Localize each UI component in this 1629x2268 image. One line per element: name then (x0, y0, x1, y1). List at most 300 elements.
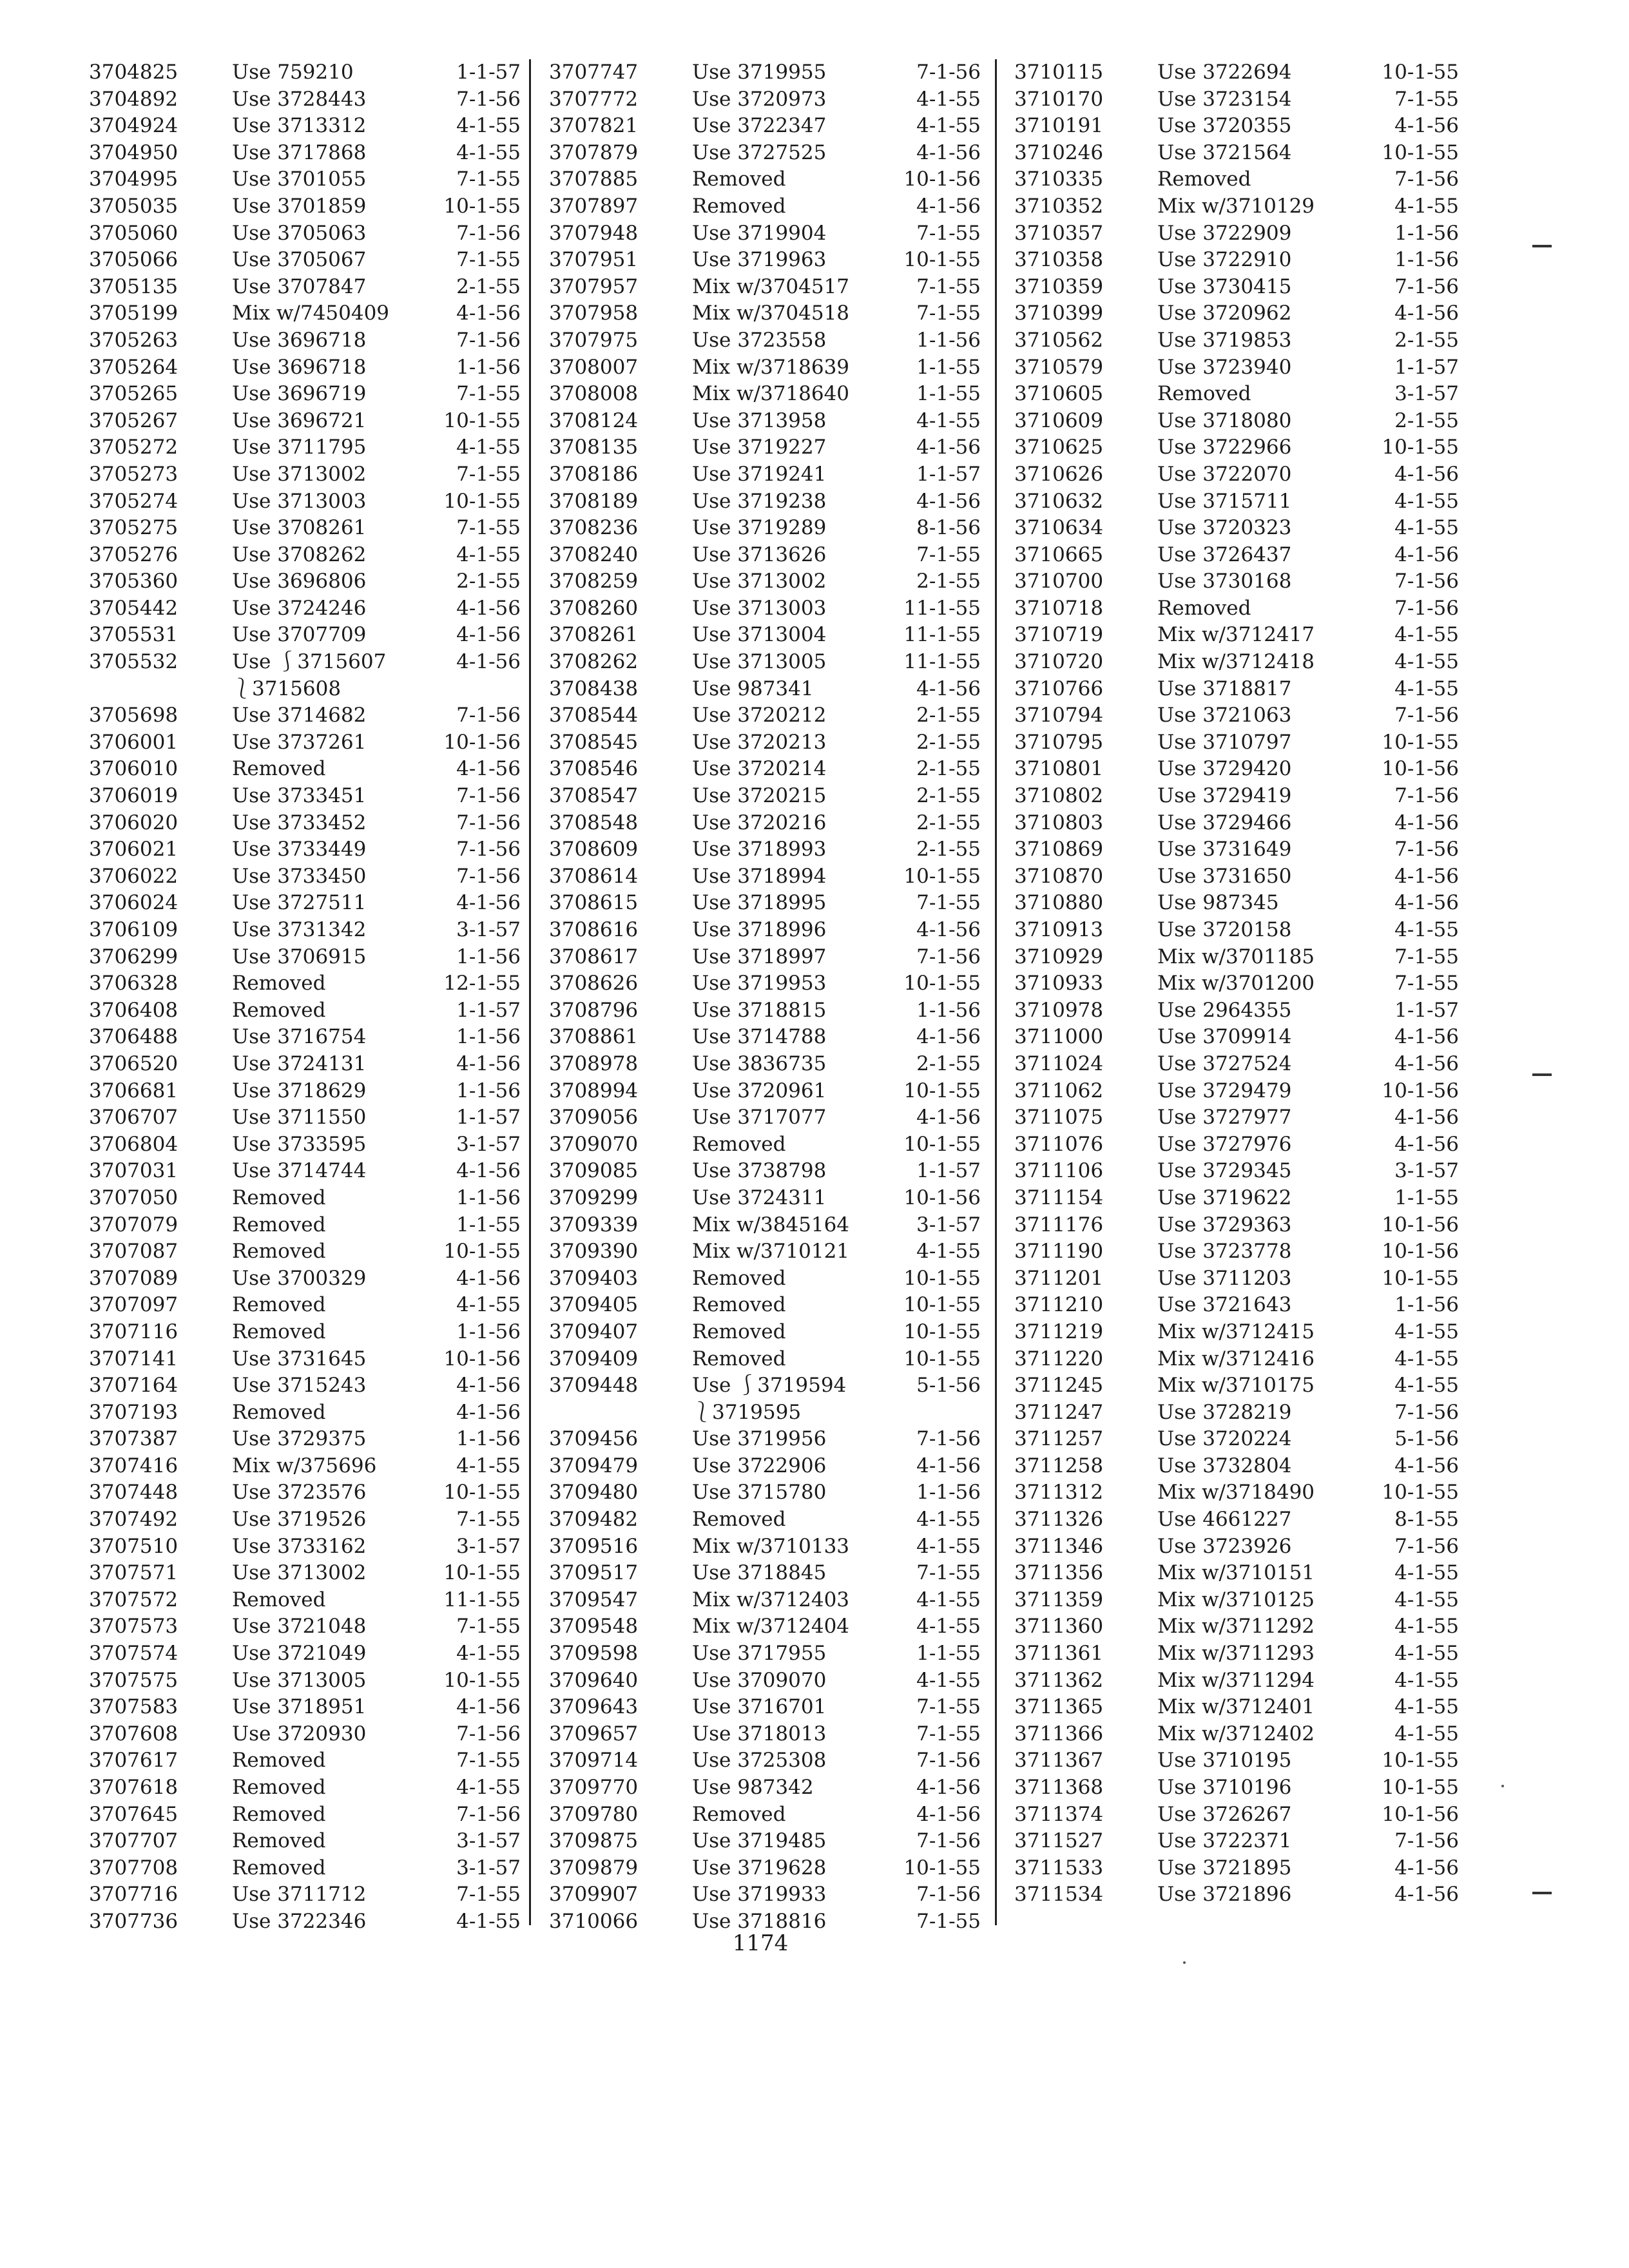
replacement: Use 3722966 (1157, 436, 1292, 459)
replacement: Removed (232, 1186, 326, 1209)
table-row (89, 488, 521, 515)
replacement: Removed (1157, 596, 1251, 620)
part-number: 3709770 (549, 1776, 639, 1799)
part-number: 3711258 (1014, 1454, 1104, 1477)
replacement: Use 3719485 (692, 1829, 827, 1853)
effective-date: 10-1-55 (443, 408, 521, 432)
table-row (89, 1587, 521, 1614)
table-row (89, 1855, 521, 1882)
part-number: 3705135 (89, 274, 178, 298)
effective-date: 4-1-56 (1394, 1454, 1459, 1477)
table-row (89, 970, 521, 997)
part-number: 3707087 (89, 1240, 178, 1264)
replacement: Use 987345 (1157, 891, 1279, 915)
table-row (89, 836, 521, 863)
effective-date: 10-1-55 (443, 194, 521, 218)
table-row (89, 1506, 521, 1533)
replacement: Use 3719622 (1157, 1186, 1292, 1209)
replacement: Mix w/3712416 (1157, 1347, 1315, 1370)
part-number: 3709548 (549, 1615, 639, 1639)
effective-date: 4-1-56 (456, 891, 521, 915)
replacement: Use 3696718 (232, 328, 367, 352)
replacement: Removed (1157, 168, 1251, 191)
table-row (89, 434, 521, 461)
effective-date: 7-1-55 (456, 1883, 521, 1907)
effective-date: 4-1-55 (1394, 623, 1459, 647)
part-number: 3711360 (1014, 1615, 1104, 1639)
table-row (1014, 970, 1459, 997)
effective-date: 1-1-56 (456, 1320, 521, 1343)
replacement: Use 3719289 (692, 516, 827, 540)
part-number: 3707574 (89, 1642, 178, 1666)
part-number: 3709409 (549, 1347, 639, 1370)
effective-date: 4-1-56 (456, 623, 521, 647)
part-number: 3707897 (549, 194, 639, 218)
effective-date: 1-1-57 (456, 998, 521, 1022)
replacement: Use 3713002 (692, 570, 827, 593)
effective-date: 4-1-55 (456, 1454, 521, 1477)
part-number: 3710579 (1014, 355, 1104, 379)
effective-date: 4-1-55 (456, 140, 521, 164)
margin-mark (1532, 1073, 1552, 1076)
table-row (549, 836, 981, 863)
effective-date: 2-1-55 (916, 1052, 981, 1075)
effective-date: 1-1-55 (916, 355, 981, 379)
effective-date: 12-1-55 (443, 972, 521, 995)
part-number: 3706109 (89, 918, 178, 941)
table-row (1014, 595, 1459, 622)
replacement: Use 3729419 (1157, 784, 1292, 808)
table-row (89, 1640, 521, 1667)
effective-date: 1-1-56 (1394, 248, 1459, 272)
replacement: Use 3715711 (1157, 489, 1292, 513)
effective-date: 7-1-55 (916, 1722, 981, 1745)
effective-date: 4-1-56 (916, 1025, 981, 1049)
effective-date: 10-1-56 (443, 730, 521, 754)
replacement: Use 3718815 (692, 998, 827, 1022)
part-number: 3711346 (1014, 1534, 1104, 1558)
effective-date: 10-1-56 (1382, 1802, 1459, 1826)
part-number: 3705066 (89, 248, 178, 272)
part-number: 3707571 (89, 1561, 178, 1585)
table-row (89, 1828, 521, 1855)
replacement: Mix w/3711293 (1157, 1642, 1315, 1666)
part-number: 3709456 (549, 1427, 639, 1451)
part-number: 3708546 (549, 757, 639, 781)
table-row (89, 1881, 521, 1908)
part-number: 3707821 (549, 114, 639, 138)
replacement: Mix w/3718639 (692, 355, 850, 379)
replacement: Use 3719526 (232, 1508, 367, 1532)
part-number: 3711326 (1014, 1508, 1104, 1532)
effective-date: 1-1-55 (1394, 1186, 1459, 1209)
part-number: 3711000 (1014, 1025, 1104, 1049)
part-number: 3709879 (549, 1856, 639, 1879)
table-row (1014, 1024, 1459, 1051)
effective-date: 10-1-55 (443, 1240, 521, 1264)
part-number: 3708007 (549, 355, 639, 379)
table-row (1014, 944, 1459, 971)
replacement: Use 3719953 (692, 972, 827, 995)
replacement: Use 3723558 (692, 328, 827, 352)
part-number: 3708236 (549, 516, 639, 540)
part-number: 3707736 (89, 1909, 178, 1933)
column-1 (89, 59, 521, 1936)
part-number: 3706022 (89, 864, 178, 888)
effective-date: 4-1-55 (916, 1588, 981, 1611)
effective-date: 3-1-57 (456, 1829, 521, 1853)
part-number: 3709547 (549, 1588, 639, 1611)
part-number: 3710870 (1014, 864, 1104, 888)
replacement: Use 3713626 (692, 543, 827, 566)
effective-date: 5-1-56 (1394, 1427, 1459, 1451)
part-number: 3707583 (89, 1695, 178, 1719)
replacement: Use 3717077 (692, 1106, 827, 1129)
replacement: Use 3721896 (1157, 1883, 1292, 1907)
table-row (89, 1265, 521, 1293)
table-row (89, 1372, 521, 1399)
part-number: 3706024 (89, 891, 178, 915)
replacement: Use 3729363 (1157, 1213, 1292, 1236)
effective-date: 8-1-56 (916, 516, 981, 540)
replacement: Use 3733450 (232, 864, 367, 888)
table-row (1014, 917, 1459, 944)
part-number: 3709407 (549, 1320, 639, 1343)
replacement: Use 3721643 (1157, 1293, 1292, 1317)
effective-date: 4-1-55 (1394, 489, 1459, 513)
replacement: Removed (692, 1320, 786, 1343)
table-row (549, 1587, 981, 1614)
effective-date: 2-1-55 (916, 570, 981, 593)
effective-date: 4-1-55 (1394, 1561, 1459, 1585)
table-row (1014, 193, 1459, 220)
replacement: Use 3705067 (232, 248, 367, 272)
table-row (549, 890, 981, 917)
effective-date: 10-1-56 (1382, 1213, 1459, 1236)
part-number: 3708978 (549, 1052, 639, 1075)
replacement: Removed (232, 1802, 326, 1826)
replacement: Use 3696719 (232, 382, 367, 406)
replacement: Use 3722694 (1157, 61, 1292, 84)
table-row (89, 542, 521, 569)
table-row (89, 1185, 521, 1212)
effective-date: 4-1-56 (916, 677, 981, 700)
replacement: Use 3717955 (692, 1642, 827, 1666)
part-number: 3706520 (89, 1052, 178, 1075)
effective-date: 7-1-56 (1394, 1829, 1459, 1853)
replacement: Use 3710797 (1157, 730, 1292, 754)
effective-date: 3-1-57 (1394, 1159, 1459, 1183)
table-row (89, 810, 521, 837)
replacement: Mix w/3710151 (1157, 1561, 1315, 1585)
table-row (1014, 890, 1459, 917)
effective-date: 7-1-55 (456, 1508, 521, 1532)
part-number: 3711075 (1014, 1106, 1104, 1129)
effective-date: 7-1-55 (456, 462, 521, 486)
part-number: 3707618 (89, 1776, 178, 1799)
table-row (89, 327, 521, 354)
replacement: Use 3718817 (1157, 677, 1292, 700)
part-number: 3707050 (89, 1186, 178, 1209)
effective-date: 10-1-55 (1382, 61, 1459, 84)
part-number: 3707141 (89, 1347, 178, 1370)
effective-date: 10-1-55 (1382, 730, 1459, 754)
effective-date: 4-1-55 (916, 114, 981, 138)
table-row (1014, 1587, 1459, 1614)
part-number: 3710720 (1014, 650, 1104, 674)
table-row (1014, 59, 1459, 86)
effective-date: 4-1-55 (1394, 1722, 1459, 1745)
table-row (549, 1292, 981, 1319)
table-row (1014, 86, 1459, 113)
part-number: 3711201 (1014, 1266, 1104, 1290)
effective-date: 7-1-56 (456, 784, 521, 808)
part-number: 3704950 (89, 140, 178, 164)
effective-date: 7-1-56 (916, 61, 981, 84)
replacement: Use 3714744 (232, 1159, 367, 1183)
table-row (1014, 1774, 1459, 1802)
table-row (89, 300, 521, 327)
replacement: Use 3733449 (232, 838, 367, 861)
part-number: 3705265 (89, 382, 178, 406)
replacement: Use 3711203 (1157, 1266, 1292, 1290)
effective-date: 4-1-56 (916, 918, 981, 941)
part-number: 3705442 (89, 596, 178, 620)
replacement: Use 3727525 (692, 140, 827, 164)
replacement: Use 3718996 (692, 918, 827, 941)
table-row (89, 1426, 521, 1453)
table-row (1014, 1372, 1459, 1399)
part-number: 3708261 (549, 623, 639, 647)
replacement: Use 3722906 (692, 1454, 827, 1477)
table-row (1014, 1185, 1459, 1212)
part-number: 3707193 (89, 1400, 178, 1424)
effective-date: 11-1-55 (903, 596, 981, 620)
effective-date: 4-1-55 (1394, 1695, 1459, 1719)
effective-date: 4-1-56 (1394, 543, 1459, 566)
replacement: Mix w/3712417 (1157, 623, 1315, 647)
effective-date: 10-1-55 (903, 1266, 981, 1290)
table-row (1014, 1560, 1459, 1587)
table-row (1014, 1828, 1459, 1855)
table-row (89, 1399, 521, 1427)
effective-date: 7-1-56 (1394, 570, 1459, 593)
part-number: 3711219 (1014, 1320, 1104, 1343)
part-number: 3707645 (89, 1802, 178, 1826)
part-number: 3709907 (549, 1883, 639, 1907)
effective-date: 7-1-55 (1394, 87, 1459, 111)
replacement: Mix w/3711292 (1157, 1615, 1315, 1639)
replacement: Use 3720215 (692, 784, 827, 808)
table-row (1014, 1104, 1459, 1131)
table-row (89, 568, 521, 595)
table-row (89, 381, 521, 408)
replacement: Removed (692, 1347, 786, 1370)
replacement: Use 3696721 (232, 408, 367, 432)
table-row (1014, 810, 1459, 837)
table-row (549, 1479, 981, 1506)
replacement: Mix w/3710125 (1157, 1588, 1315, 1611)
effective-date: 7-1-56 (1394, 168, 1459, 191)
part-number: 3705532 (89, 650, 178, 674)
part-number: 3707957 (549, 274, 639, 298)
part-number: 3705276 (89, 543, 178, 566)
replacement: Use 3723940 (1157, 355, 1292, 379)
replacement: Use 3713003 (232, 489, 367, 513)
part-number: 3706681 (89, 1079, 178, 1102)
table-row (89, 1346, 521, 1373)
part-number: 3710719 (1014, 623, 1104, 647)
table-row (89, 1078, 521, 1105)
part-number: 3710632 (1014, 489, 1104, 513)
effective-date: 2-1-55 (1394, 328, 1459, 352)
part-number: 3710766 (1014, 677, 1104, 700)
part-number: 3711368 (1014, 1776, 1104, 1799)
table-row (549, 1747, 981, 1774)
part-number: 3704892 (89, 87, 178, 111)
replacement: Use 3732804 (1157, 1454, 1292, 1477)
part-number: 3706488 (89, 1025, 178, 1049)
replacement: Use 3711550 (232, 1106, 367, 1129)
replacement: Mix w/3701200 (1157, 972, 1315, 995)
table-row (549, 1640, 981, 1667)
part-number: 3708240 (549, 543, 639, 566)
effective-date: 4-1-55 (456, 114, 521, 138)
effective-date: 10-1-55 (903, 1079, 981, 1102)
table-row (549, 1828, 981, 1855)
replacement: Use 3713004 (692, 623, 827, 647)
table-row (1014, 1640, 1459, 1667)
part-number: 3710802 (1014, 784, 1104, 808)
replacement: Removed (232, 1213, 326, 1236)
effective-date: 4-1-56 (916, 1106, 981, 1129)
replacement: Removed (232, 1400, 326, 1424)
part-number: 3711361 (1014, 1642, 1104, 1666)
table-row (549, 1774, 981, 1802)
table-row (549, 1372, 981, 1399)
part-number: 3708548 (549, 811, 639, 834)
effective-date: 7-1-56 (916, 945, 981, 968)
part-number: 3710700 (1014, 570, 1104, 593)
part-number: 3710066 (549, 1909, 639, 1933)
part-number: 3707492 (89, 1508, 178, 1532)
table-row (549, 1024, 981, 1051)
table-row (89, 354, 521, 381)
table-row (1014, 327, 1459, 354)
part-number: 3707572 (89, 1588, 178, 1611)
effective-date: 7-1-56 (1394, 596, 1459, 620)
replacement: Use 3721564 (1157, 140, 1292, 164)
replacement: Use 4661227 (1157, 1508, 1292, 1532)
part-number: 3707031 (89, 1159, 178, 1183)
effective-date: 7-1-56 (456, 328, 521, 352)
part-number: 3709643 (549, 1695, 639, 1719)
replacement: Use 3722371 (1157, 1829, 1292, 1853)
table-row (1014, 1212, 1459, 1239)
replacement: Use 3730415 (1157, 274, 1292, 298)
table-row (1014, 756, 1459, 783)
effective-date: 10-1-55 (443, 1561, 521, 1585)
replacement: Use 3719628 (692, 1856, 827, 1879)
part-number: 3710718 (1014, 596, 1104, 620)
part-number: 3706707 (89, 1106, 178, 1129)
table-row (89, 1908, 521, 1936)
table-row (549, 1346, 981, 1373)
effective-date: 7-1-56 (456, 811, 521, 834)
table-row (549, 542, 981, 569)
table-row (89, 1613, 521, 1640)
column-2 (549, 59, 981, 1936)
effective-date: 3-1-57 (456, 1534, 521, 1558)
effective-date: 4-1-55 (456, 1642, 521, 1666)
effective-date: 4-1-56 (916, 1776, 981, 1799)
table-row (89, 1453, 521, 1480)
table-row (549, 1855, 981, 1882)
part-number: 3705264 (89, 355, 178, 379)
replacement: Use 3713005 (692, 650, 827, 674)
effective-date: 7-1-55 (916, 221, 981, 245)
part-number: 3710626 (1014, 462, 1104, 486)
replacement: Mix w/7450409 (232, 302, 390, 325)
table-row (1014, 1533, 1459, 1561)
replacement: Use 3711712 (232, 1883, 367, 1907)
part-number: 3708626 (549, 972, 639, 995)
table-row (1014, 863, 1459, 890)
table-row (549, 461, 981, 488)
effective-date: 5-1-56 (916, 1374, 981, 1398)
table-row (549, 810, 981, 837)
table-row (89, 220, 521, 247)
table-row (1014, 1399, 1459, 1427)
table-row (1014, 1426, 1459, 1453)
table-row (1014, 1721, 1459, 1748)
effective-date: 4-1-55 (1394, 1320, 1459, 1343)
part-number: 3708438 (549, 677, 639, 700)
table-row (549, 1399, 981, 1427)
part-number: 3707387 (89, 1427, 178, 1451)
part-number: 3708861 (549, 1025, 639, 1049)
replacement: ⎱3719595 (692, 1400, 802, 1424)
table-row (1014, 836, 1459, 863)
table-row (1014, 1051, 1459, 1078)
replacement: Use 3714788 (692, 1025, 827, 1049)
part-number: 3710115 (1014, 61, 1104, 84)
part-number: 3707948 (549, 221, 639, 245)
part-number: 3708614 (549, 864, 639, 888)
effective-date: 1-1-55 (916, 382, 981, 406)
replacement: Use 3724311 (692, 1186, 827, 1209)
effective-date: 7-1-55 (456, 168, 521, 191)
effective-date: 2-1-55 (456, 570, 521, 593)
table-row (1014, 1319, 1459, 1346)
effective-date: 4-1-55 (1394, 1347, 1459, 1370)
effective-date: 4-1-55 (1394, 1588, 1459, 1611)
table-row (89, 595, 521, 622)
column-3 (1014, 59, 1459, 1908)
table-row (89, 461, 521, 488)
replacement: Use 3707709 (232, 623, 367, 647)
replacement: Removed (232, 998, 326, 1022)
replacement: Mix w/3712402 (1157, 1722, 1315, 1745)
effective-date: 7-1-56 (456, 838, 521, 861)
part-number: 3705273 (89, 462, 178, 486)
table-row (1014, 1747, 1459, 1774)
part-number: 3710795 (1014, 730, 1104, 754)
table-row (549, 1721, 981, 1748)
effective-date: 4-1-56 (1394, 891, 1459, 915)
replacement: Use 3723778 (1157, 1240, 1292, 1264)
effective-date: 2-1-55 (916, 757, 981, 781)
